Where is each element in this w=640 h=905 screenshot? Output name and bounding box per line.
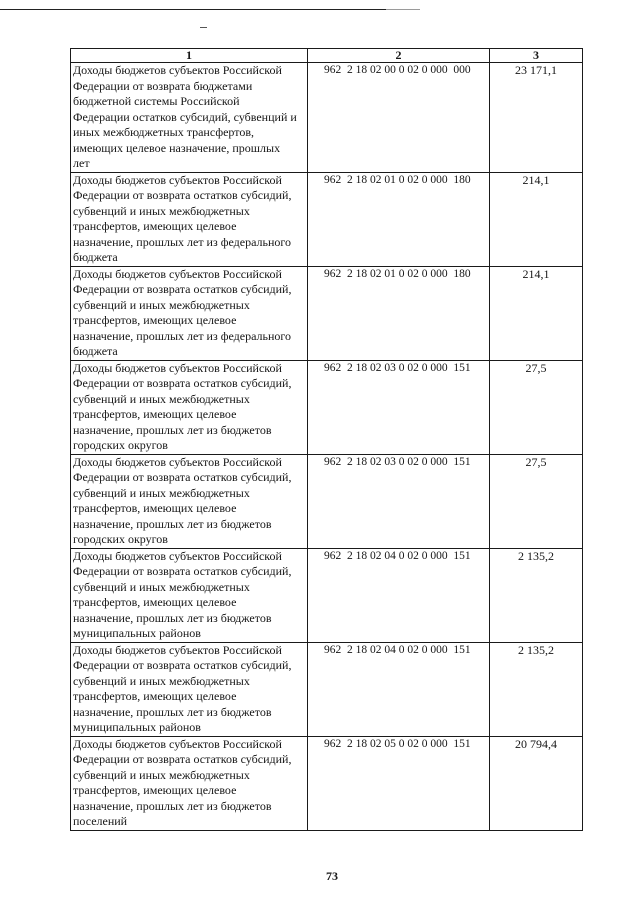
description-line: назначение, прошлых лет из бюджетов bbox=[73, 610, 272, 625]
description-line: назначение, прошлых лет из федерального bbox=[73, 234, 292, 249]
column-header-3: 3 bbox=[490, 49, 583, 63]
amount-value: 23 171,1 bbox=[490, 63, 583, 173]
description-line: субвенций и иных межбюджетных bbox=[73, 203, 250, 218]
table-row bbox=[71, 454, 583, 548]
description-line: Федерации от возврата бюджетами bbox=[73, 78, 253, 93]
description-line: городских округов bbox=[73, 532, 168, 546]
description-line: поселений bbox=[73, 814, 128, 828]
amount-value: 214,1 bbox=[490, 172, 583, 266]
description-line: трансфертов, имеющих целевое bbox=[73, 219, 237, 233]
description-line: Доходы бюджетов субъектов Российской bbox=[73, 454, 282, 469]
table-row bbox=[71, 736, 583, 830]
description-line: бюджета bbox=[73, 250, 118, 264]
amount-value: 20 794,4 bbox=[490, 736, 583, 830]
description-line: Доходы бюджетов субъектов Российской bbox=[73, 736, 282, 751]
description-line: бюджета bbox=[73, 344, 118, 358]
description-line: субвенций и иных межбюджетных bbox=[73, 767, 250, 782]
table-row bbox=[71, 360, 583, 454]
budget-classification-code: 962 2 18 02 01 0 02 0 000 180 bbox=[308, 172, 490, 266]
description-line: трансфертов, имеющих целевое bbox=[73, 407, 237, 421]
description-line: субвенций и иных межбюджетных bbox=[73, 673, 250, 688]
description-line: Федерации от возврата остатков субсидий, bbox=[73, 564, 292, 578]
description-line: трансфертов, имеющих целевое bbox=[73, 313, 237, 327]
top-rule-faint bbox=[386, 9, 420, 10]
table-row bbox=[71, 266, 583, 360]
description-line: субвенций и иных межбюджетных bbox=[73, 391, 250, 406]
description-line: трансфертов, имеющих целевое bbox=[73, 689, 237, 703]
description-line: лет bbox=[73, 156, 90, 170]
top-rule bbox=[0, 9, 386, 10]
description-cell bbox=[71, 736, 308, 830]
description-line: муниципальных районов bbox=[73, 720, 201, 734]
description-cell bbox=[71, 548, 308, 642]
budget-classification-code: 962 2 18 02 03 0 02 0 000 151 bbox=[308, 360, 490, 454]
description-line: иных межбюджетных трансфертов, bbox=[73, 125, 255, 139]
scan-mark bbox=[200, 27, 207, 28]
table-body bbox=[71, 63, 583, 831]
description-line: Доходы бюджетов субъектов Российской bbox=[73, 266, 282, 281]
description-cell bbox=[71, 63, 308, 173]
description-line: Доходы бюджетов субъектов Российской bbox=[73, 548, 282, 563]
description-cell bbox=[71, 172, 308, 266]
amount-value: 2 135,2 bbox=[490, 548, 583, 642]
description-line: назначение, прошлых лет из бюджетов bbox=[73, 422, 272, 437]
description-line: трансфертов, имеющих целевое bbox=[73, 783, 237, 797]
budget-classification-code: 962 2 18 02 04 0 02 0 000 151 bbox=[308, 642, 490, 736]
amount-value: 2 135,2 bbox=[490, 642, 583, 736]
description-line: назначение, прошлых лет из федерального bbox=[73, 328, 292, 343]
table-header-row bbox=[71, 49, 583, 63]
description-line: муниципальных районов bbox=[73, 626, 201, 640]
table-row bbox=[71, 172, 583, 266]
description-line: субвенций и иных межбюджетных bbox=[73, 579, 250, 594]
budget-classification-code: 962 2 18 02 03 0 02 0 000 151 bbox=[308, 454, 490, 548]
table-row bbox=[71, 642, 583, 736]
description-line: субвенций и иных межбюджетных bbox=[73, 485, 250, 500]
table-row bbox=[71, 548, 583, 642]
description-line: Федерации от возврата остатков субсидий, bbox=[73, 658, 292, 672]
description-line: субвенций и иных межбюджетных bbox=[73, 297, 250, 312]
description-line: Доходы бюджетов субъектов Российской bbox=[73, 63, 282, 77]
description-line: бюджетной системы Российской bbox=[73, 94, 240, 108]
description-line: городских округов bbox=[73, 438, 168, 452]
table-row bbox=[71, 63, 583, 173]
description-line: Федерации от возврата остатков субсидий, bbox=[73, 282, 292, 296]
page-number: 73 bbox=[326, 869, 338, 883]
description-cell bbox=[71, 266, 308, 360]
description-line: трансфертов, имеющих целевое bbox=[73, 501, 237, 515]
budget-classification-code: 962 2 18 02 01 0 02 0 000 180 bbox=[308, 266, 490, 360]
description-line: назначение, прошлых лет из бюджетов bbox=[73, 798, 272, 813]
budget-table bbox=[70, 48, 583, 831]
column-header-2: 2 bbox=[308, 49, 490, 63]
description-line: Доходы бюджетов субъектов Российской bbox=[73, 360, 282, 375]
description-line: Федерации от возврата остатков субсидий, bbox=[73, 752, 292, 766]
description-line: Федерации остатков субсидий, субвенций и bbox=[73, 109, 297, 124]
budget-classification-code: 962 2 18 02 04 0 02 0 000 151 bbox=[308, 548, 490, 642]
description-line: имеющих целевое назначение, прошлых bbox=[73, 140, 281, 155]
column-header-1: 1 bbox=[71, 49, 308, 63]
description-cell bbox=[71, 642, 308, 736]
description-cell bbox=[71, 360, 308, 454]
description-line: назначение, прошлых лет из бюджетов bbox=[73, 704, 272, 719]
budget-classification-code: 962 2 18 02 05 0 02 0 000 151 bbox=[308, 736, 490, 830]
description-cell bbox=[71, 454, 308, 548]
description-line: Доходы бюджетов субъектов Российской bbox=[73, 172, 282, 187]
description-line: Федерации от возврата остатков субсидий, bbox=[73, 376, 292, 390]
description-line: Доходы бюджетов субъектов Российской bbox=[73, 642, 282, 657]
description-line: трансфертов, имеющих целевое bbox=[73, 595, 237, 609]
description-line: Федерации от возврата остатков субсидий, bbox=[73, 470, 292, 484]
description-line: назначение, прошлых лет из бюджетов bbox=[73, 516, 272, 531]
description-line: Федерации от возврата остатков субсидий, bbox=[73, 188, 292, 202]
budget-classification-code: 962 2 18 02 00 0 02 0 000 000 bbox=[308, 63, 490, 173]
amount-value: 214,1 bbox=[490, 266, 583, 360]
amount-value: 27,5 bbox=[490, 360, 583, 454]
amount-value: 27,5 bbox=[490, 454, 583, 548]
